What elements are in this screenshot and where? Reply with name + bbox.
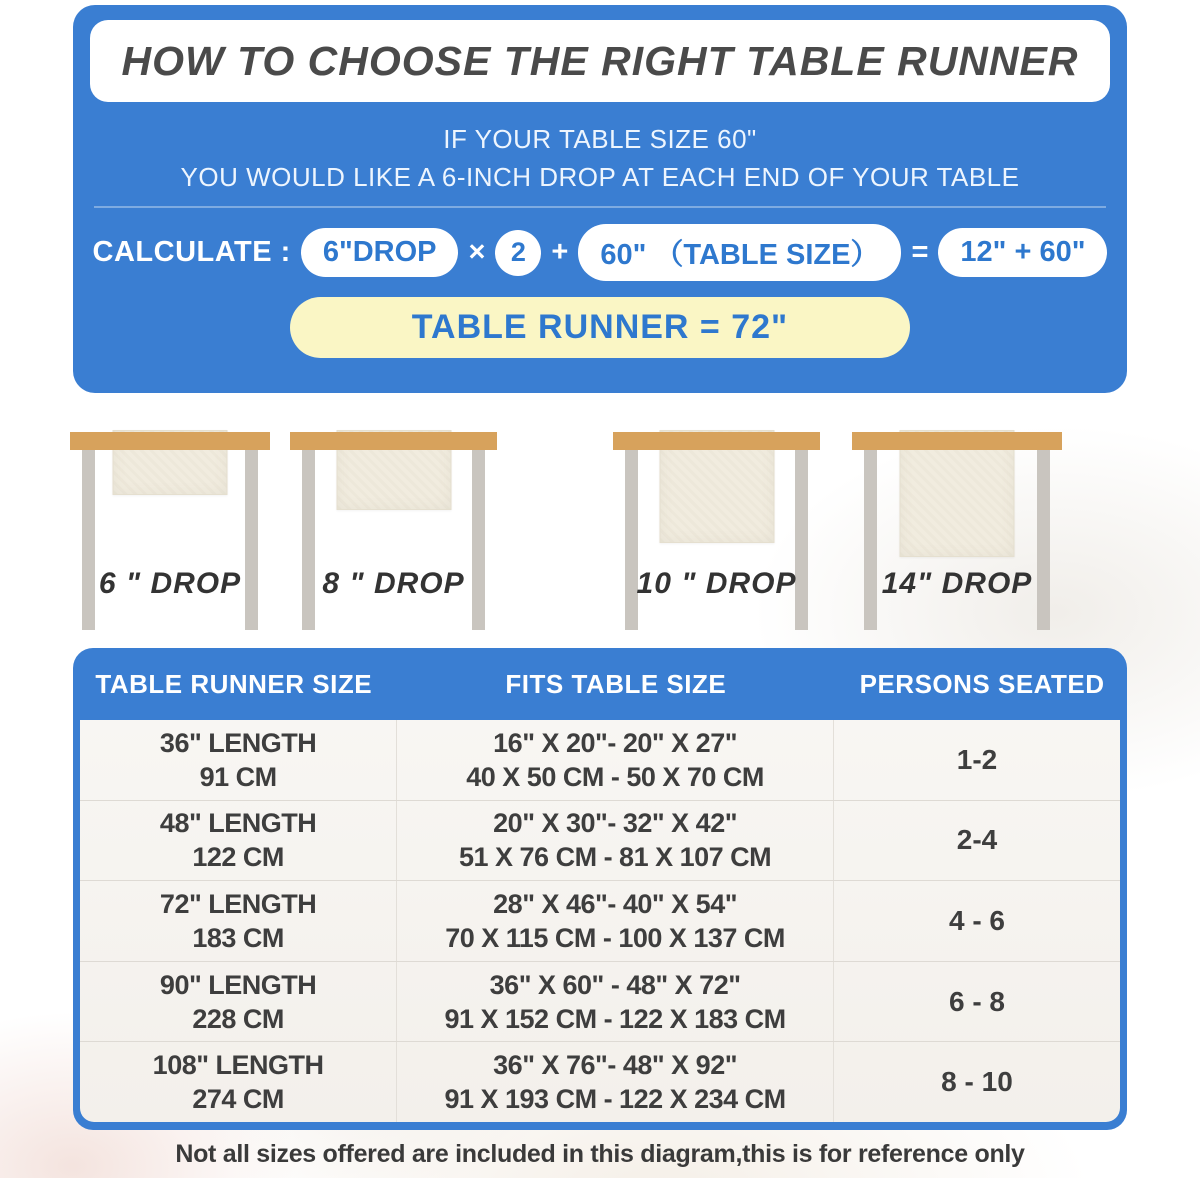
runner-size-inches: 36" LENGTH [159,727,317,758]
runner-size-cell [80,1042,397,1122]
table-row [80,881,1120,962]
multiplier-circle: 2 [495,230,541,276]
runner-size-inches: 90" LENGTH [159,969,317,1000]
calculation-formula [90,224,1110,281]
drop-figure-14 [852,395,1062,648]
drop-label: 10 " DROP [636,567,797,600]
column-header-persons: PERSONS SEATED [859,668,1105,699]
plus-sign: + [551,236,569,268]
runner-size-cell [80,881,397,961]
tabletop-illustration [290,432,497,450]
drop-figure-10 [613,395,820,648]
drop-label: 14" DROP [881,567,1033,600]
runner-size-cell [80,801,397,881]
fits-table-cell [397,881,834,961]
fits-inches: 36" X 76"- 48" X 92" [493,1050,738,1081]
drop-value-pill: 6"DROP [301,228,459,277]
fits-cm: 70 X 115 CM - 100 X 137 CM [445,922,785,953]
drop-label: 8 " DROP [322,567,465,600]
size-table-panel [73,648,1127,1130]
fits-table-cell [397,720,834,800]
persons-cell [834,881,1120,961]
table-leg [864,450,877,630]
runner-size-inches: 72" LENGTH [159,888,317,919]
table-leg [1037,450,1050,630]
drop-label: 6 " DROP [98,567,242,600]
runner-size-cm: 228 CM [192,1003,284,1034]
column-header-runner-size: TABLE RUNNER SIZE [95,668,373,699]
persons-cell [834,1042,1120,1122]
disclaimer-note: Not all sizes offered are included in this diagram,this is for reference only [175,1140,1025,1168]
table-row [80,1042,1120,1122]
table-row [80,801,1120,882]
size-table-header-row [73,648,1127,720]
persons-count: 4 - 6 [948,904,1005,936]
table-leg [302,450,315,630]
fits-cm: 40 X 50 CM - 50 X 70 CM [466,761,764,792]
result-pill: TABLE RUNNER = 72" [290,297,910,358]
intro-text [90,120,1110,196]
persons-cell [834,962,1120,1042]
size-table-body [80,720,1120,1122]
table-leg [625,450,638,630]
fits-inches: 28" X 46"- 40" X 54" [493,888,738,919]
tabletop-illustration [613,432,820,450]
tabletop-illustration [70,432,270,450]
tabletop-illustration [852,432,1062,450]
runner-size-cm: 122 CM [192,842,284,873]
table-leg [472,450,485,630]
persons-count: 1-2 [956,743,998,775]
persons-count: 8 - 10 [941,1066,1013,1098]
fits-inches: 36" X 60" - 48" X 72" [489,969,741,1000]
intro-line-1: IF YOUR TABLE SIZE 60" [443,124,757,154]
divider-line [94,206,1106,208]
times-sign: × [468,236,486,268]
instructions-panel [73,5,1127,393]
drop-figure-6 [70,395,270,648]
runner-size-inches: 108" LENGTH [152,1050,324,1081]
fits-inches: 16" X 20"- 20" X 27" [493,727,738,758]
fits-table-cell [397,962,834,1042]
sum-pill: 12" + 60" [938,228,1107,277]
equals-sign: = [911,236,929,268]
title-card [90,20,1110,102]
fits-cm: 51 X 76 CM - 81 X 107 CM [459,842,772,873]
drop-figure-8 [290,395,497,648]
calculate-label: CALCULATE : [92,236,291,268]
table-row [80,962,1120,1043]
fits-cm: 91 X 152 CM - 122 X 183 CM [444,1003,786,1034]
intro-line-2: YOU WOULD LIKE A 6-INCH DROP AT EACH END OF YOUR TABLE [180,162,1020,192]
table-leg [245,450,258,630]
runner-size-cell [80,720,397,800]
runner-size-cm: 91 CM [199,761,277,792]
table-row [80,720,1120,801]
persons-cell [834,720,1120,800]
result-row [90,297,1110,358]
page-title: HOW TO CHOOSE THE RIGHT TABLE RUNNER [121,37,1079,84]
fits-cm: 91 X 193 CM - 122 X 234 CM [444,1084,786,1115]
table-leg [82,450,95,630]
runner-size-cm: 183 CM [192,922,284,953]
fits-table-cell [397,801,834,881]
fits-table-cell [397,1042,834,1122]
fits-inches: 20" X 30"- 32" X 42" [493,808,738,839]
persons-cell [834,801,1120,881]
table-leg [795,450,808,630]
persons-count: 6 - 8 [948,985,1005,1017]
runner-size-cell [80,962,397,1042]
runner-size-cm: 274 CM [192,1084,284,1115]
table-size-pill: 60" （TABLE SIZE） [578,224,901,281]
runner-size-inches: 48" LENGTH [159,808,317,839]
persons-count: 2-4 [956,824,998,856]
column-header-fits-table: FITS TABLE SIZE [505,668,727,699]
